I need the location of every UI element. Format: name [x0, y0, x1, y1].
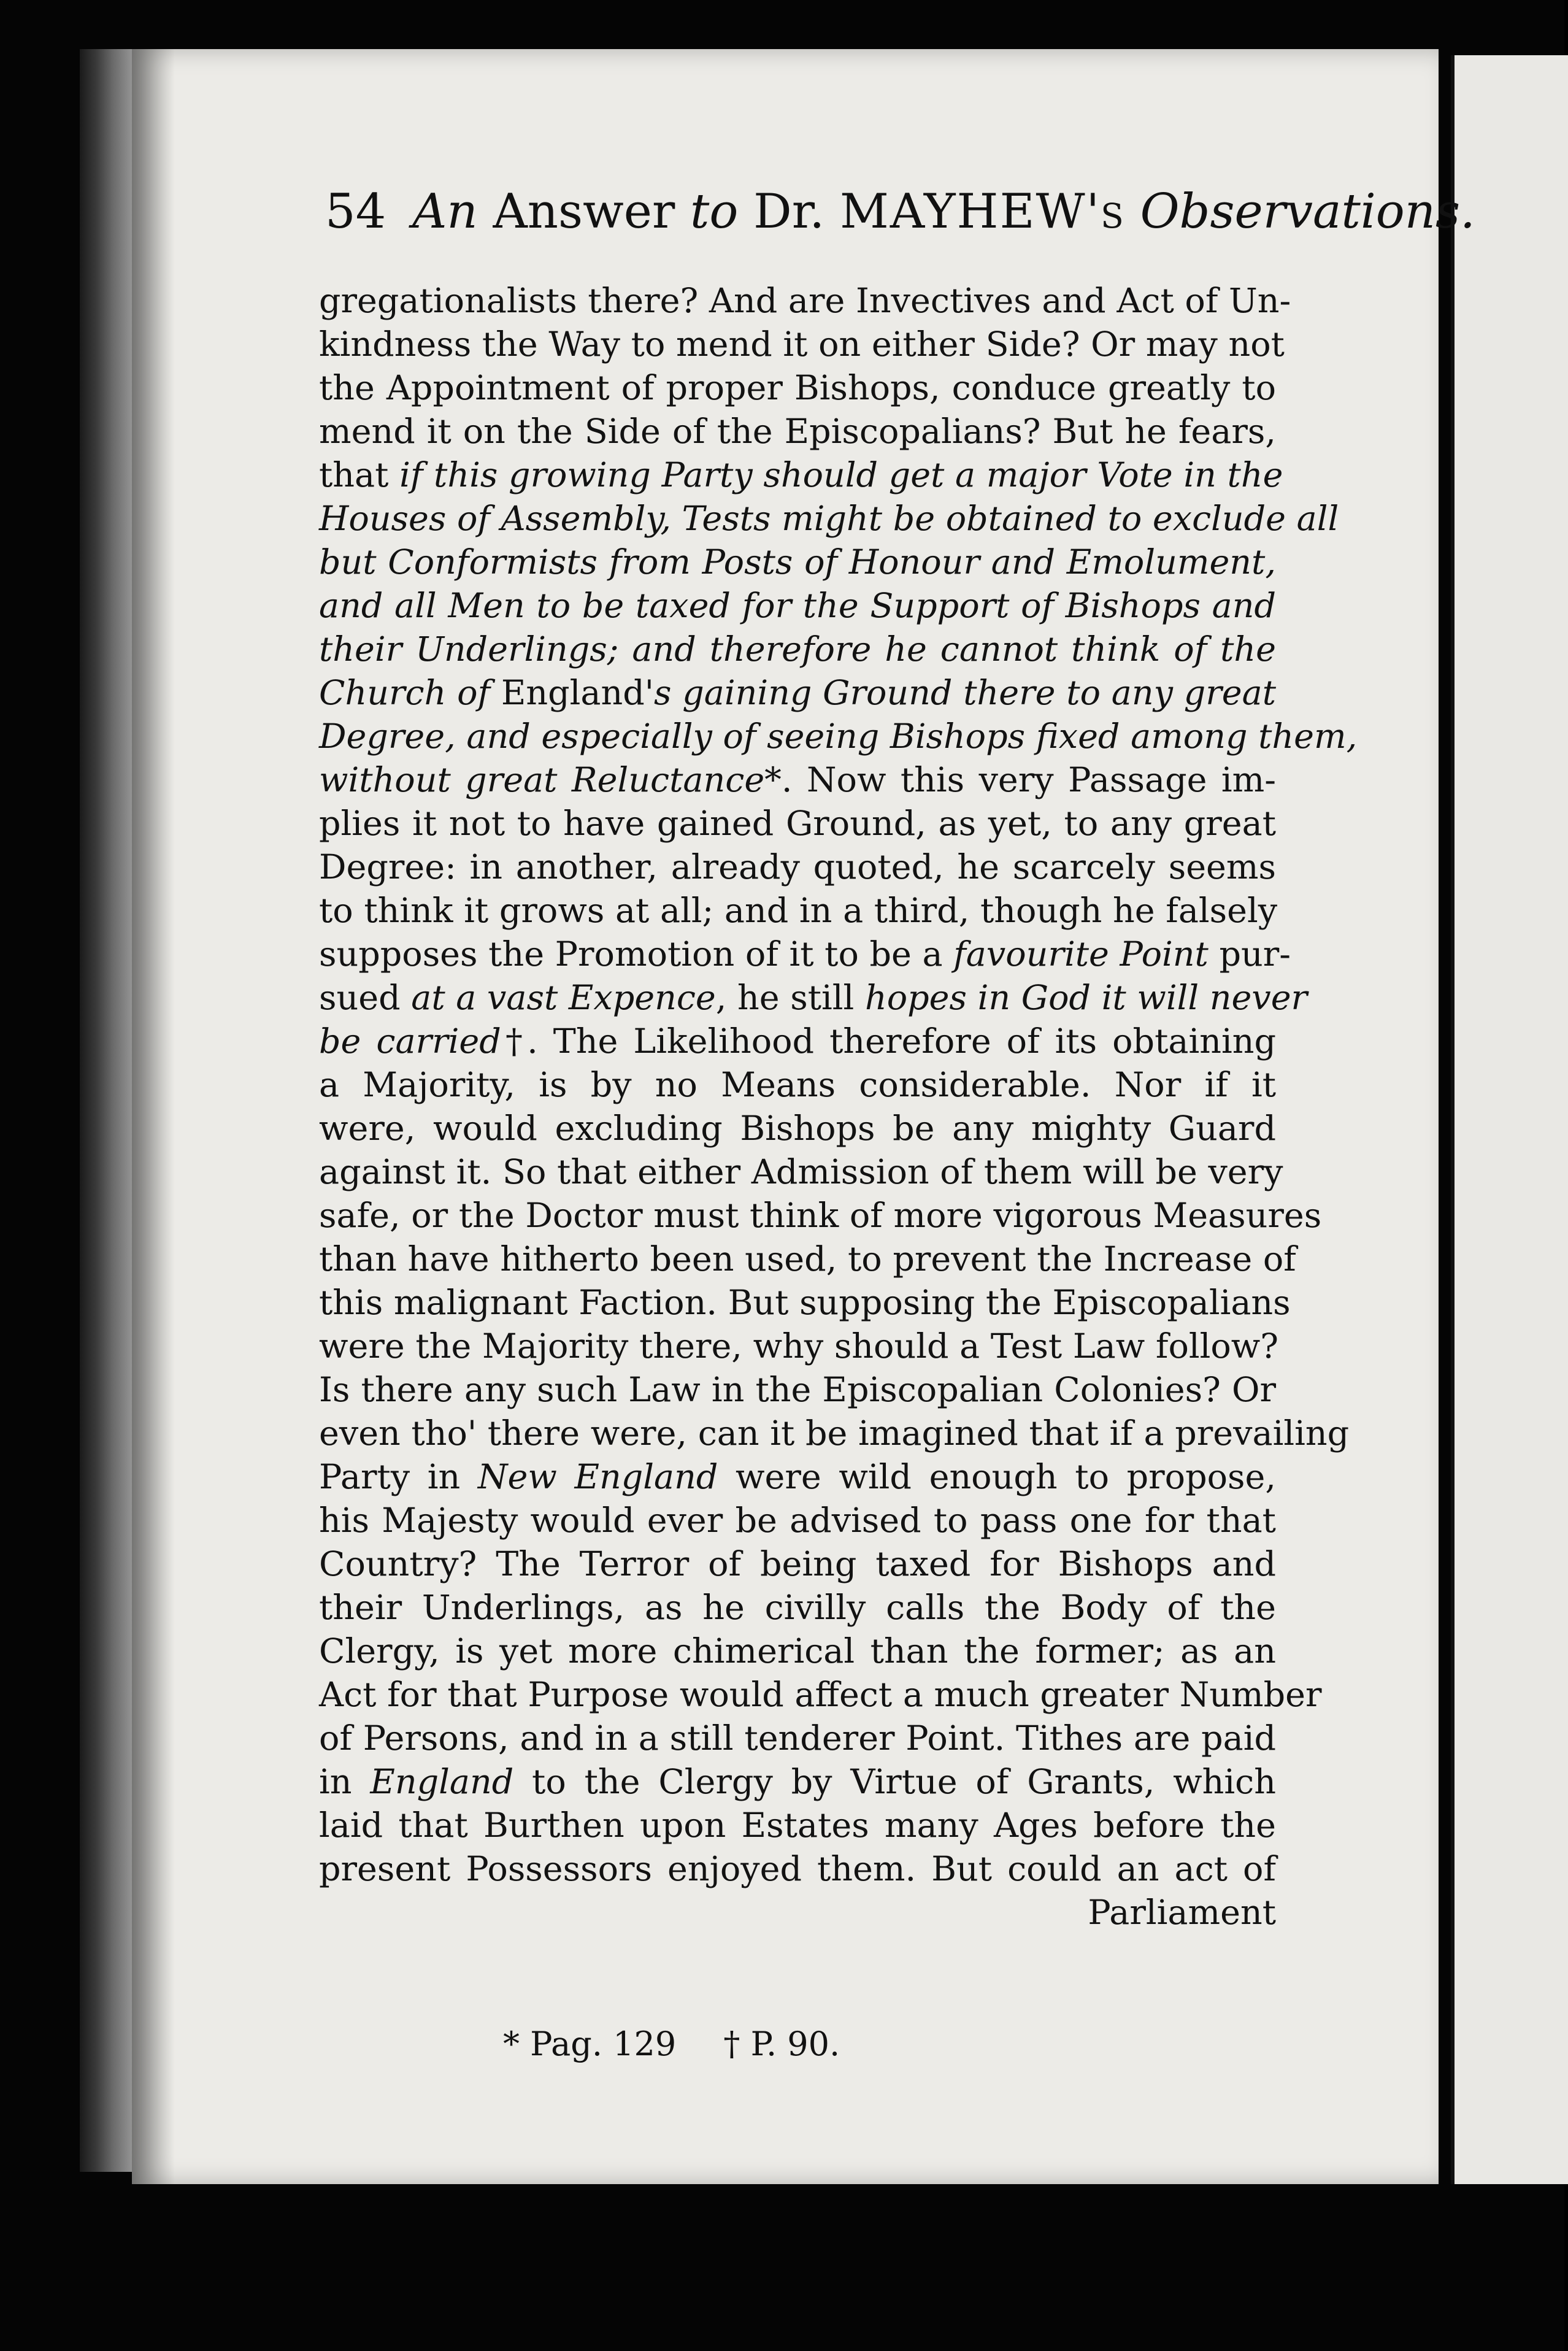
text-line: [319, 1455, 1276, 1499]
text-line: [319, 1281, 1291, 1325]
text-line: [319, 1760, 1276, 1804]
roman-text: were wild enough to propose,: [718, 1457, 1277, 1497]
roman-text: pur-: [1208, 934, 1291, 974]
text-line: [319, 1412, 1350, 1455]
text-line: [319, 1107, 1276, 1150]
title-word-dr: Dr.: [753, 184, 825, 239]
italic-text: England: [370, 1762, 514, 1802]
roman-text: to the Clergy by Virtue of Grants, which: [513, 1762, 1276, 1802]
text-line: [319, 1891, 1276, 1934]
italic-text: New England: [477, 1457, 718, 1497]
footnotes: [503, 2025, 994, 2074]
text-line: [319, 1150, 1283, 1194]
text-line: [319, 628, 1276, 671]
text-line: [319, 1325, 1279, 1368]
text-line: [319, 366, 1276, 410]
text-line: [319, 453, 1283, 497]
text-line: [319, 976, 1308, 1020]
roman-text: their Underlings, as he civilly calls the Body of the: [319, 1588, 1276, 1628]
running-head: [325, 184, 1475, 270]
text-line: [319, 1586, 1276, 1630]
roman-text: the Appointment of proper Bishops, conduce greatly to: [319, 368, 1276, 408]
footnote-1: * Pag. 129: [503, 2025, 677, 2063]
roman-text: *. Now this very Passage im-: [764, 760, 1276, 800]
text-line: [319, 541, 1276, 584]
text-line: [319, 279, 1291, 323]
text-line: [319, 889, 1276, 933]
roman-text: present Possessors enjoyed them. But could an act of: [319, 1849, 1276, 1889]
roman-text: were the Majority there, why should a Test Law follow?: [319, 1326, 1279, 1366]
text-line: [319, 715, 1358, 758]
text-line: [319, 1194, 1322, 1237]
roman-text: against it. So that either Admission of them will be very: [319, 1152, 1283, 1192]
roman-text: that: [319, 455, 400, 495]
roman-text: gregationalists there? And are Invectives and Act of Un-: [319, 281, 1291, 321]
roman-text: sued: [319, 978, 412, 1018]
title-word-to: to: [690, 184, 739, 239]
roman-text: this malignant Faction. But supposing the Episcopalians: [319, 1283, 1291, 1323]
roman-text: to think it grows at all; and in a third, though he falsely: [319, 891, 1278, 931]
roman-text: were, would excluding Bishops be any mighty Guard: [319, 1109, 1276, 1149]
italic-text: 's gaining Ground there to any great: [644, 673, 1277, 713]
text-line: [319, 410, 1276, 453]
italic-text: Church of: [319, 673, 501, 713]
text-line: [319, 1368, 1276, 1412]
roman-text: kindness the Way to mend it on either Side? Or may not: [319, 325, 1285, 364]
gutter-shadow: [132, 49, 175, 2184]
roman-text: Act for that Purpose would affect a much greater Number: [319, 1675, 1322, 1715]
text-line: [319, 1847, 1276, 1891]
title-word-observations: Observations.: [1140, 184, 1475, 239]
italic-text: favourite Point: [953, 934, 1209, 974]
italic-text: Houses of Assembly, Tests might be obtained to exclude all: [319, 499, 1339, 539]
roman-text: Is there any such Law in the Episcopalian Colonies? Or: [319, 1370, 1276, 1410]
text-line: [319, 1237, 1296, 1281]
italic-text: hopes in God it will never: [864, 978, 1308, 1018]
italic-text: but Conformists from Posts of Honour and Emolument,: [319, 542, 1276, 582]
roman-text: mend it on the Side of the Episcopalians? But he fears,: [319, 412, 1276, 452]
roman-text: Country? The Terror of being taxed for Bishops and: [319, 1544, 1276, 1584]
text-line: [319, 1673, 1322, 1717]
title-word-answer: Answer: [493, 184, 675, 239]
roman-text: than have hitherto been used, to prevent the Increase of: [319, 1239, 1296, 1279]
text-line: [319, 1063, 1276, 1107]
roman-text: plies it not to have gained Ground, as yet, to any great: [319, 804, 1276, 844]
roman-text: , he still: [715, 978, 865, 1018]
italic-text: Degree, and especially of seeing Bishops fixed among them,: [319, 717, 1358, 756]
text-line: [319, 497, 1339, 541]
text-line: [319, 1804, 1276, 1847]
roman-text: †. The Likelihood therefore of its obtaining: [501, 1022, 1276, 1061]
text-line: [319, 323, 1285, 366]
italic-text: if this growing Party should get a major Vote in the: [399, 455, 1283, 495]
text-line: [319, 671, 1276, 715]
italic-text: and all Men to be taxed for the Support of Bishops and: [319, 586, 1276, 626]
roman-text: a Majority, is by no Means considerable. Nor if it: [319, 1065, 1276, 1105]
text-line: [319, 845, 1276, 889]
roman-text: of Persons, and in a still tenderer Point. Tithes are paid: [319, 1718, 1276, 1758]
title-word-mayhew: MAYHEW's: [840, 184, 1125, 239]
text-line: [319, 1630, 1276, 1673]
italic-text: be carried: [319, 1022, 501, 1061]
roman-text: safe, or the Doctor must think of more vigorous Measures: [319, 1196, 1322, 1236]
roman-text: England: [501, 673, 645, 713]
roman-text: Party in: [319, 1457, 478, 1497]
text-line: [319, 584, 1276, 628]
book-spine: [80, 49, 135, 2172]
title-word-an: An: [412, 184, 478, 239]
roman-text: laid that Burthen upon Estates many Ages before the: [319, 1806, 1276, 1845]
italic-text: without great Reluctance: [319, 760, 765, 800]
text-line: [319, 1020, 1276, 1063]
roman-text: Parliament: [1088, 1893, 1276, 1933]
text-line: [319, 1717, 1276, 1760]
italic-text: their Underlings; and therefore he cannot think of the: [319, 629, 1276, 669]
text-line: [319, 802, 1276, 845]
roman-text: Degree: in another, already quoted, he scarcely seems: [319, 847, 1276, 887]
text-line: [319, 933, 1291, 976]
text-line: [319, 1542, 1276, 1586]
text-line: [319, 758, 1276, 802]
italic-text: at a vast Expence: [411, 978, 716, 1018]
roman-text: in: [319, 1762, 371, 1802]
roman-text: even tho' there were, can it be imagined that if a prevailing: [319, 1414, 1350, 1453]
text-line: [319, 1499, 1276, 1542]
roman-text: Clergy, is yet more chimerical than the former; as an: [319, 1631, 1276, 1671]
roman-text: his Majesty would ever be advised to pass one for that: [319, 1501, 1276, 1541]
facing-page-edge: [1451, 55, 1568, 2184]
body-text: [319, 279, 1358, 1934]
roman-text: supposes the Promotion of it to be a: [319, 934, 954, 974]
footnote-2: † P. 90.: [723, 2025, 840, 2063]
page-number: 54: [325, 184, 386, 239]
